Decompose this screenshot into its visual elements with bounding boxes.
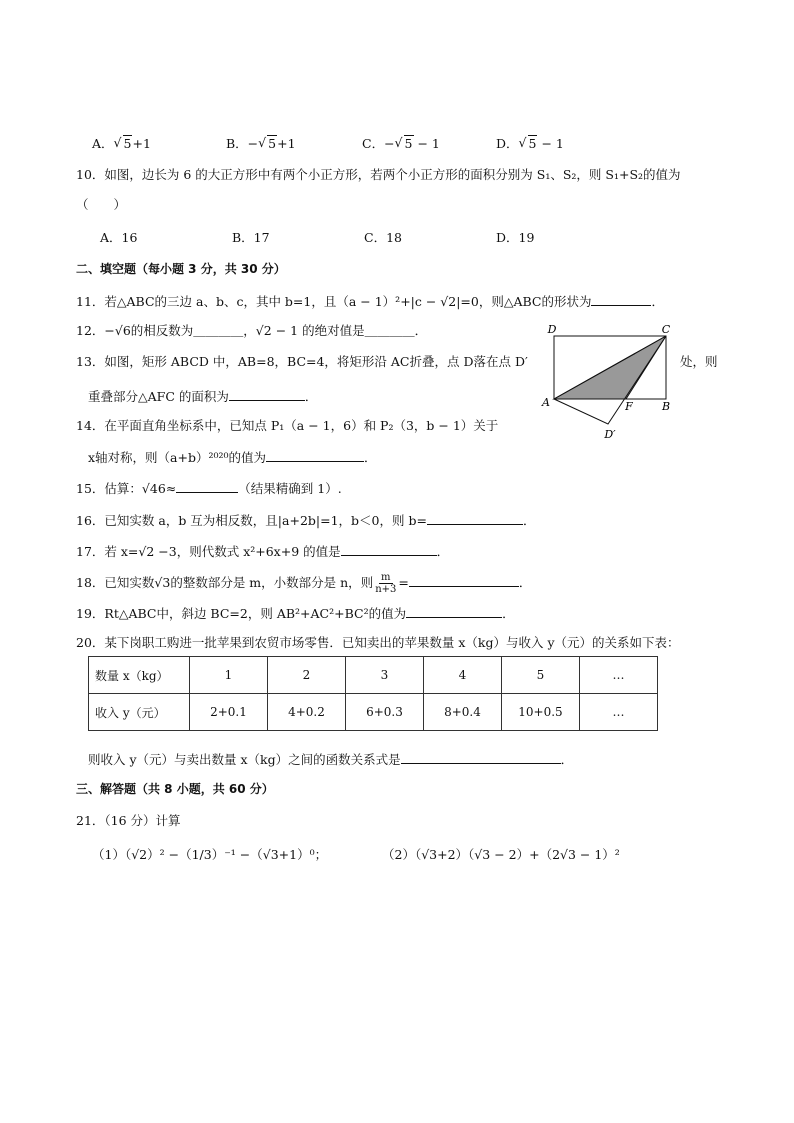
data-table (88, 656, 658, 731)
table-cell: 6+0.3 (346, 694, 424, 731)
label-a: A (542, 396, 550, 409)
q9-option-c: C．−√ 5 − 1 (362, 135, 440, 153)
question-17: 17．若 x=√2 −3，则代数式 x²+6x+9 的值是 ． (76, 541, 449, 561)
section-2-heading: 二、填空题（每小题 3 分，共 30 分） (76, 262, 286, 276)
table-row (89, 694, 658, 731)
question-21: 21．（16 分）计算 (76, 813, 181, 828)
question-13-tail: 处，则 (680, 354, 718, 369)
question-14: 14．在平面直角坐标系中，已知点 P₁（a − 1，6）和 P₂（3，b − 1）关于 (76, 418, 499, 433)
q9-option-b: B．−√ 5+1 (226, 135, 296, 153)
q10-option-a: A．16 (100, 230, 138, 245)
q18-fraction: $\frac{m}{n+3}$ (375, 572, 397, 595)
q9-option-d: D．√ 5 − 1 (496, 135, 564, 153)
table-header-quantity: 数量 x（kg） (89, 657, 190, 694)
section-3-heading: 三、解答题（共 8 小题，共 60 分） (76, 782, 274, 796)
label-d-prime: D′ (604, 428, 616, 441)
label-d: D (547, 323, 557, 336)
question-18: 18．已知实数√3的整数部分是 m，小数部分是 n，则 $\frac{m}{n+3}$ = ． (76, 572, 532, 595)
table-cell: 2 (268, 657, 346, 694)
q10-option-d: D．19 (496, 230, 535, 245)
table-cell: 1 (190, 657, 268, 694)
table-cell: 5 (502, 657, 580, 694)
question-16: 16．已知实数 a，b 互为相反数，且|a+2b|=1，b＜0，则 b= ． (76, 510, 535, 530)
question-20-line2: 则收入 y（元）与卖出数量 x（kg）之间的函数关系式是 ． (88, 749, 573, 769)
label-f: F (625, 400, 633, 413)
question-13-line2: 重叠部分△AFC 的面积为 ． (88, 386, 317, 406)
question-15: 15．估算：√46≈ （结果精确到 1）. (76, 478, 342, 498)
table-header-income: 收入 y（元） (89, 694, 190, 731)
question-11: 11．若△ABC的三边 a、b、c，其中 b=1，且（a − 1）²+|c − √2|=0，则△ABC的形状为 ． (76, 291, 664, 311)
q10-option-b: B．17 (232, 230, 270, 245)
question-20: 20．某下岗职工购进一批苹果到农贸市场零售．已知卖出的苹果数量 x（kg）与收入 y（元）的关系如下表： (76, 635, 680, 650)
question-19: 19．Rt△ABC中，斜边 BC=2，则 AB²+AC²+BC²的值为 ． (76, 603, 515, 623)
question-21-part2: （2）（√3+2）（√3 − 2）+（2√3 − 1）² (382, 847, 620, 862)
table-cell: 8+0.4 (424, 694, 502, 731)
label-b: B (661, 400, 671, 413)
rectangle-fold-figure (538, 320, 678, 442)
question-21-part1: （1）（√2）² −（1/3）⁻¹ −（√3+1）⁰； (92, 847, 328, 862)
q10-option-c: C．18 (364, 230, 402, 245)
table-cell: 3 (346, 657, 424, 694)
table-cell: 4+0.2 (268, 694, 346, 731)
question-14-line2: x轴对称，则（a+b）²⁰²⁰的值为 ． (88, 447, 377, 467)
label-c: C (661, 323, 671, 336)
table-cell: … (580, 657, 658, 694)
question-12: 12．−√6的相反数为＿＿＿＿，√2 − 1 的绝对值是＿＿＿＿． (76, 323, 428, 338)
question-10-paren: （ ） (76, 197, 127, 212)
question-13: 13．如图，矩形 ABCD 中，AB=8，BC=4，将矩形沿 AC折叠，点 D落在点 D′ (76, 354, 528, 369)
table-row (89, 657, 658, 694)
table-cell: … (580, 694, 658, 731)
question-10: 10．如图，边长为 6 的大正方形中有两个小正方形，若两个小正方形的面积分别为 S₁、S₂，则 S₁+S₂的值为 (76, 167, 681, 182)
table-cell: 2+0.1 (190, 694, 268, 731)
q9-option-a: A．√ 5+1 (92, 135, 151, 153)
table-cell: 4 (424, 657, 502, 694)
table-cell: 10+0.5 (502, 694, 580, 731)
